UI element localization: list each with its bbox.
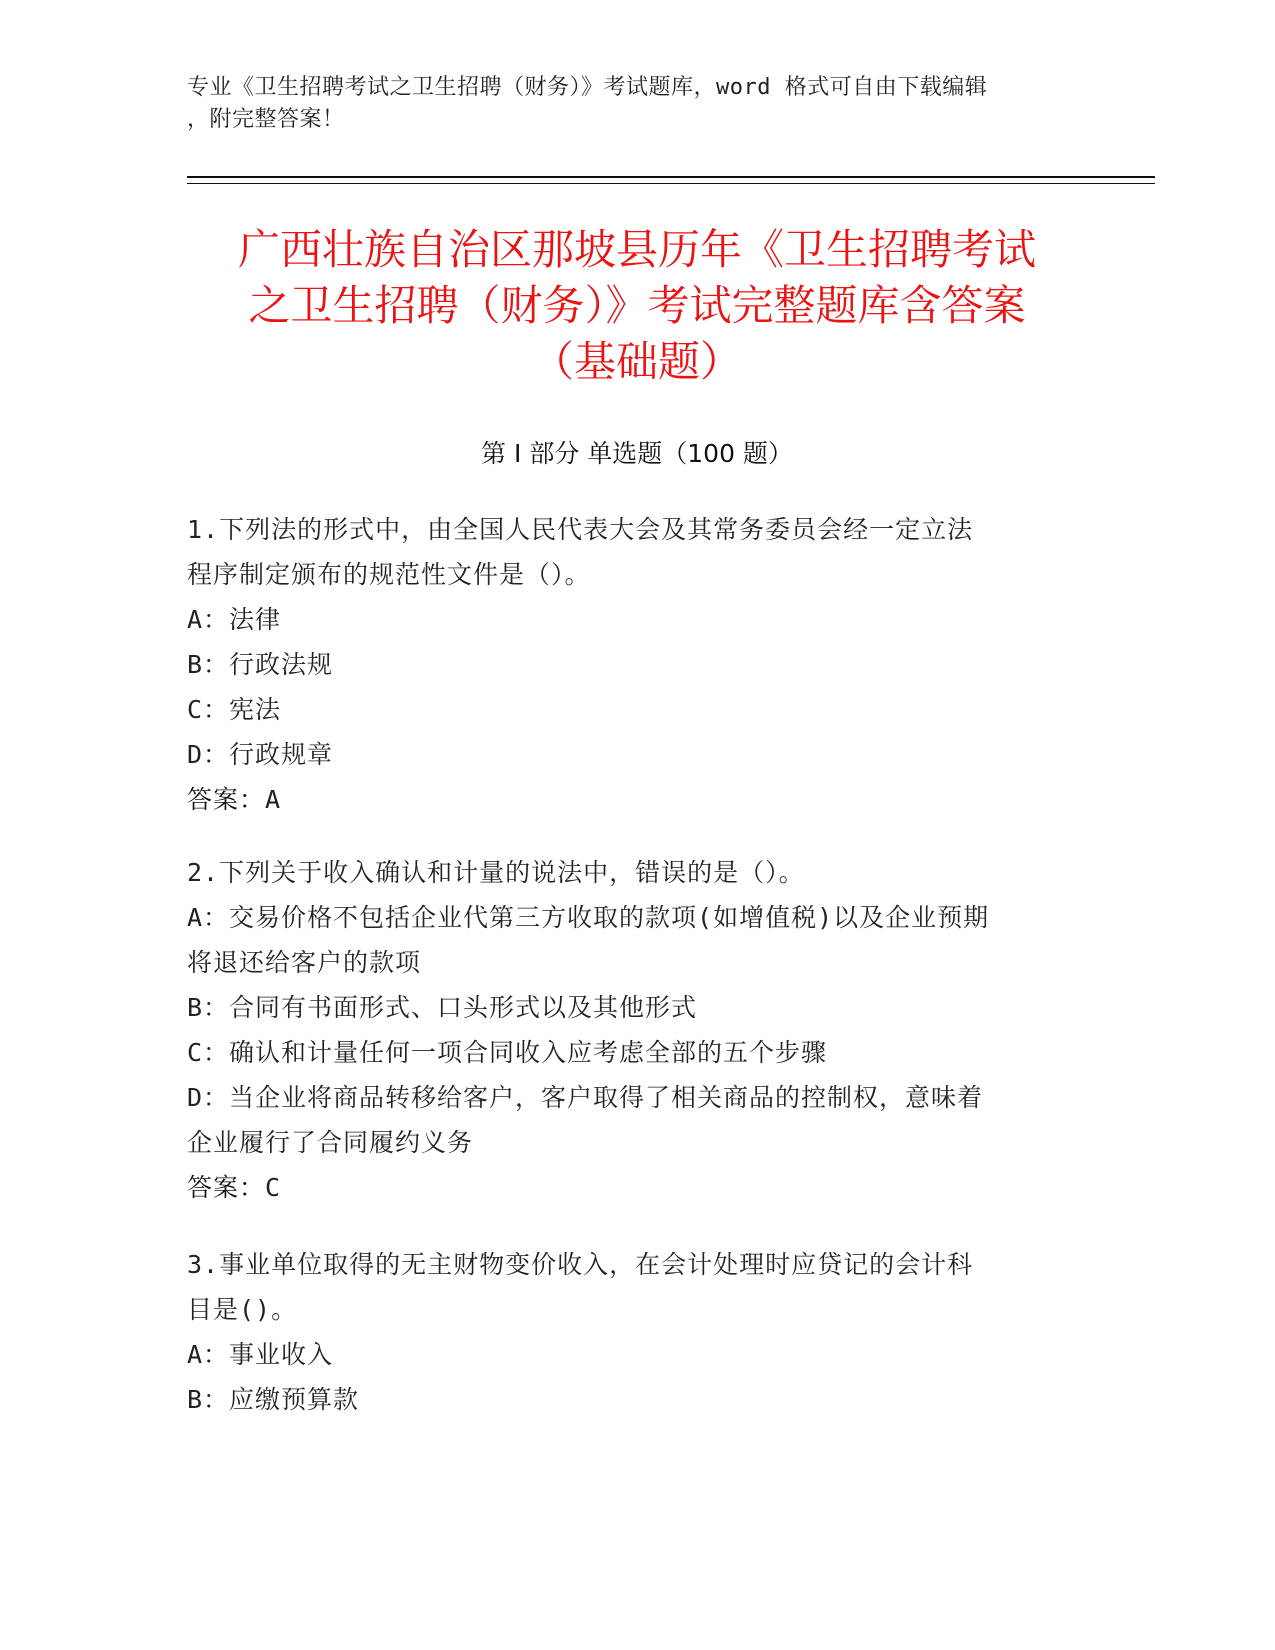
section-heading: 第 I 部分 单选题（100 题） <box>481 439 793 468</box>
header-divider-thick <box>187 176 1155 178</box>
option-c: C：宪法 <box>187 695 282 724</box>
option-c: C：确认和计量任何一项合同收入应考虑全部的五个步骤 <box>187 1038 828 1067</box>
title-line: （基础题） <box>531 337 742 386</box>
answer-line <box>187 1165 1077 1210</box>
question-2 <box>187 850 1077 1210</box>
answer-label: 答案： <box>187 785 266 814</box>
question-stem: 目是()。 <box>187 1295 298 1324</box>
option-b: B：应缴预算款 <box>187 1385 360 1414</box>
header-divider-thin <box>187 183 1155 184</box>
header-note <box>187 72 1067 136</box>
question-1 <box>187 507 1077 822</box>
answer-value: C <box>265 1173 282 1202</box>
option-a-continued: 将退还给客户的款项 <box>187 948 422 977</box>
option-d: D：当企业将商品转移给客户，客户取得了相关商品的控制权，意味着 <box>187 1083 984 1112</box>
option-a: A：法律 <box>187 605 282 634</box>
question-stem: 1.下列法的形式中，由全国人民代表大会及其常务委员会经一定立法 <box>187 515 974 544</box>
header-note-line: 专业《卫生招聘考试之卫生招聘（财务）》考试题库，word 格式可自由下载编辑 <box>187 75 988 100</box>
option-d-continued: 企业履行了合同履约义务 <box>187 1128 474 1157</box>
title-line: 广西壮族自治区那坡县历年《卫生招聘考试 <box>237 225 1036 274</box>
title-line: 之卫生招聘（财务）》考试完整题库含答案 <box>248 281 1026 330</box>
question-stem: 2.下列关于收入确认和计量的说法中，错误的是（）。 <box>187 858 805 887</box>
option-d: D：行政规章 <box>187 740 334 769</box>
option-a: A：事业收入 <box>187 1340 334 1369</box>
option-b: B：合同有书面形式、口头形式以及其他形式 <box>187 993 698 1022</box>
option-a: A：交易价格不包括企业代第三方收取的款项(如增值税)以及企业预期 <box>187 903 990 932</box>
question-3 <box>187 1242 1077 1422</box>
question-stem: 3.事业单位取得的无主财物变价收入，在会计处理时应贷记的会计科 <box>187 1250 974 1279</box>
answer-label: 答案： <box>187 1173 266 1202</box>
question-stem: 程序制定颁布的规范性文件是（）。 <box>187 560 591 589</box>
option-b: B：行政法规 <box>187 650 334 679</box>
document-title <box>187 222 1087 390</box>
answer-value: A <box>265 785 282 814</box>
header-note-line: ，附完整答案！ <box>187 107 345 132</box>
answer-line <box>187 777 1077 822</box>
